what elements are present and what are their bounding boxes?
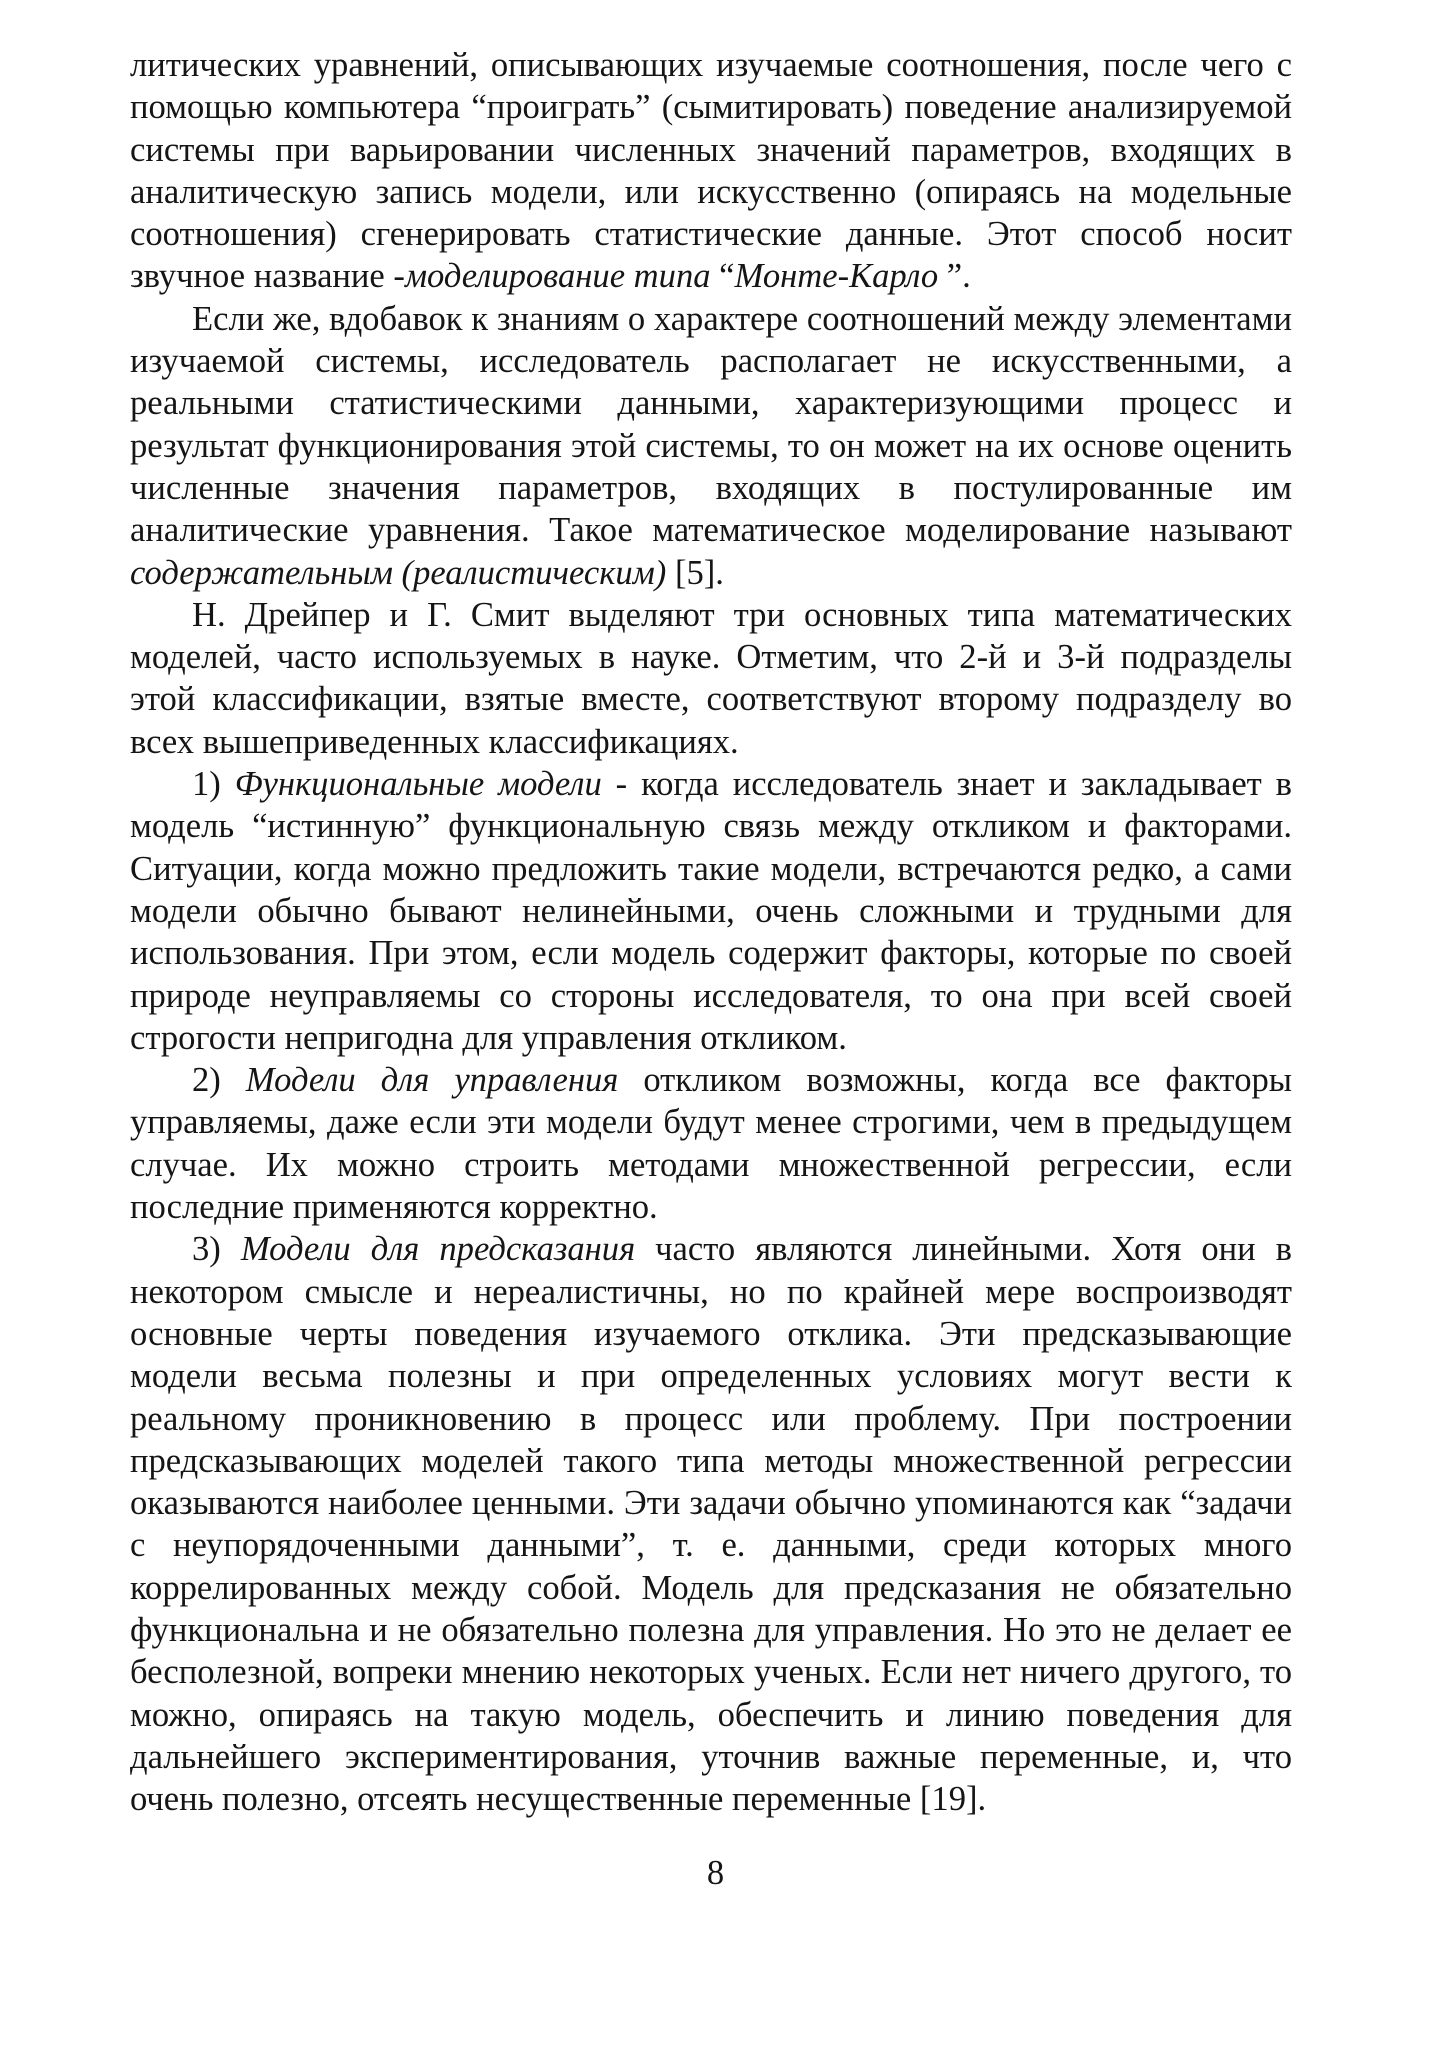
text-run: литических уравнений, описывающих изучаемые соотношения, после чего с помощью компьютера “проиграть” (сымитировать) поведение анализируемой системы при варьировании численных значений параметров, входящих в аналитическую запись модели, или искусственно (опираясь на модельные соотношения) сгенерировать статистические данные. Этот способ носит звучное название -	[130, 46, 1292, 296]
text-run: Если же, вдобавок к знаниям о характере соотношений между элементами изучаемой системы, исследователь располагает не искусственными, а реальными статистическими данными, характеризующими процесс и результат функционирования этой системы, то он может на их основе оценить численные значения параметров, входящих в постулированные им аналитические уравнения. Такое математическое моделирование называют	[130, 299, 1292, 550]
italic-term: Модели для управления	[245, 1061, 619, 1100]
paragraph-draper-smith	[130, 594, 1292, 763]
italic-term: Монте-Карло	[734, 257, 939, 296]
paragraph-control-models	[130, 1059, 1292, 1228]
text-run: откликом возможны, когда все факторы управляемы, даже если эти модели будут менее строгими, чем в предыдущем случае. Их можно строить методами множественной регрессии, если последние применяются корректно.	[130, 1061, 1293, 1227]
paragraph-realistic-modeling	[130, 298, 1292, 594]
italic-term: содержательным (реалистическим)	[130, 553, 667, 592]
text-run: “	[710, 257, 735, 296]
italic-term: Модели для предсказания	[240, 1230, 636, 1269]
text-run: - когда исследователь знает и закладывает в модель “истинную” функциональную связь между откликом и факторами. Ситуации, когда можно предложить такие модели, встречаются редко, а сами модели обычно бывают нелинейными, очень сложными и трудными для использования. При этом, если модель содержит факторы, которые по своей природе неуправляемы со стороны исследователя, то она при всей своей строгости непригодна для управления откликом.	[130, 765, 1293, 1057]
italic-term: Функциональные модели	[234, 765, 602, 804]
text-run: 2)	[192, 1061, 246, 1100]
italic-term: моделирование типа	[404, 257, 711, 296]
page-number: 8	[706, 1854, 725, 1892]
text-run: часто являются линейными. Хотя они в некотором смысле и нереалистичны, но по крайней мере воспроизводят основные черты поведения изучаемого отклика. Эти предсказывающие модели весьма полезны и при определенных условиях могут вести к реальному проникновению в процесс или проблему. При построении предсказывающих моделей такого типа методы множественной регрессии оказываются наиболее ценными. Эти задачи обычно упоминаются как “задачи с неупорядоченными данными”, т. е. данными, среди которых много коррелированных между собой. Модель для предсказания не обязательно функциональна и не обязательно полезна для управления. Но это не делает ее бесполезной, вопреки мнению некоторых ученых. Если нет ничего другого, то можно, опираясь на такую модель, обеспечить и линию поведения для дальнейшего экспериментирования, уточнив важные переменные, и, что очень полезно, отсеять несущественные переменные [19].	[130, 1230, 1292, 1819]
text-run: ”.	[938, 257, 971, 296]
text-run: 3)	[192, 1230, 241, 1269]
page-body	[130, 44, 1292, 1820]
paragraph-functional-models	[130, 763, 1292, 1059]
paragraph-prediction-models	[130, 1228, 1292, 1820]
text-run: [5].	[666, 553, 724, 592]
text-run: Н. Дрейпер и Г. Смит выделяют три основных типа математических моделей, часто используемых в науке. Отметим, что 2-й и 3-й подразделы этой классификации, взятые вместе, соответствуют второму подразделу во всех вышеприведенных классификациях.	[130, 595, 1292, 761]
paragraph-continuation	[130, 44, 1292, 298]
text-run: 1)	[192, 765, 235, 804]
